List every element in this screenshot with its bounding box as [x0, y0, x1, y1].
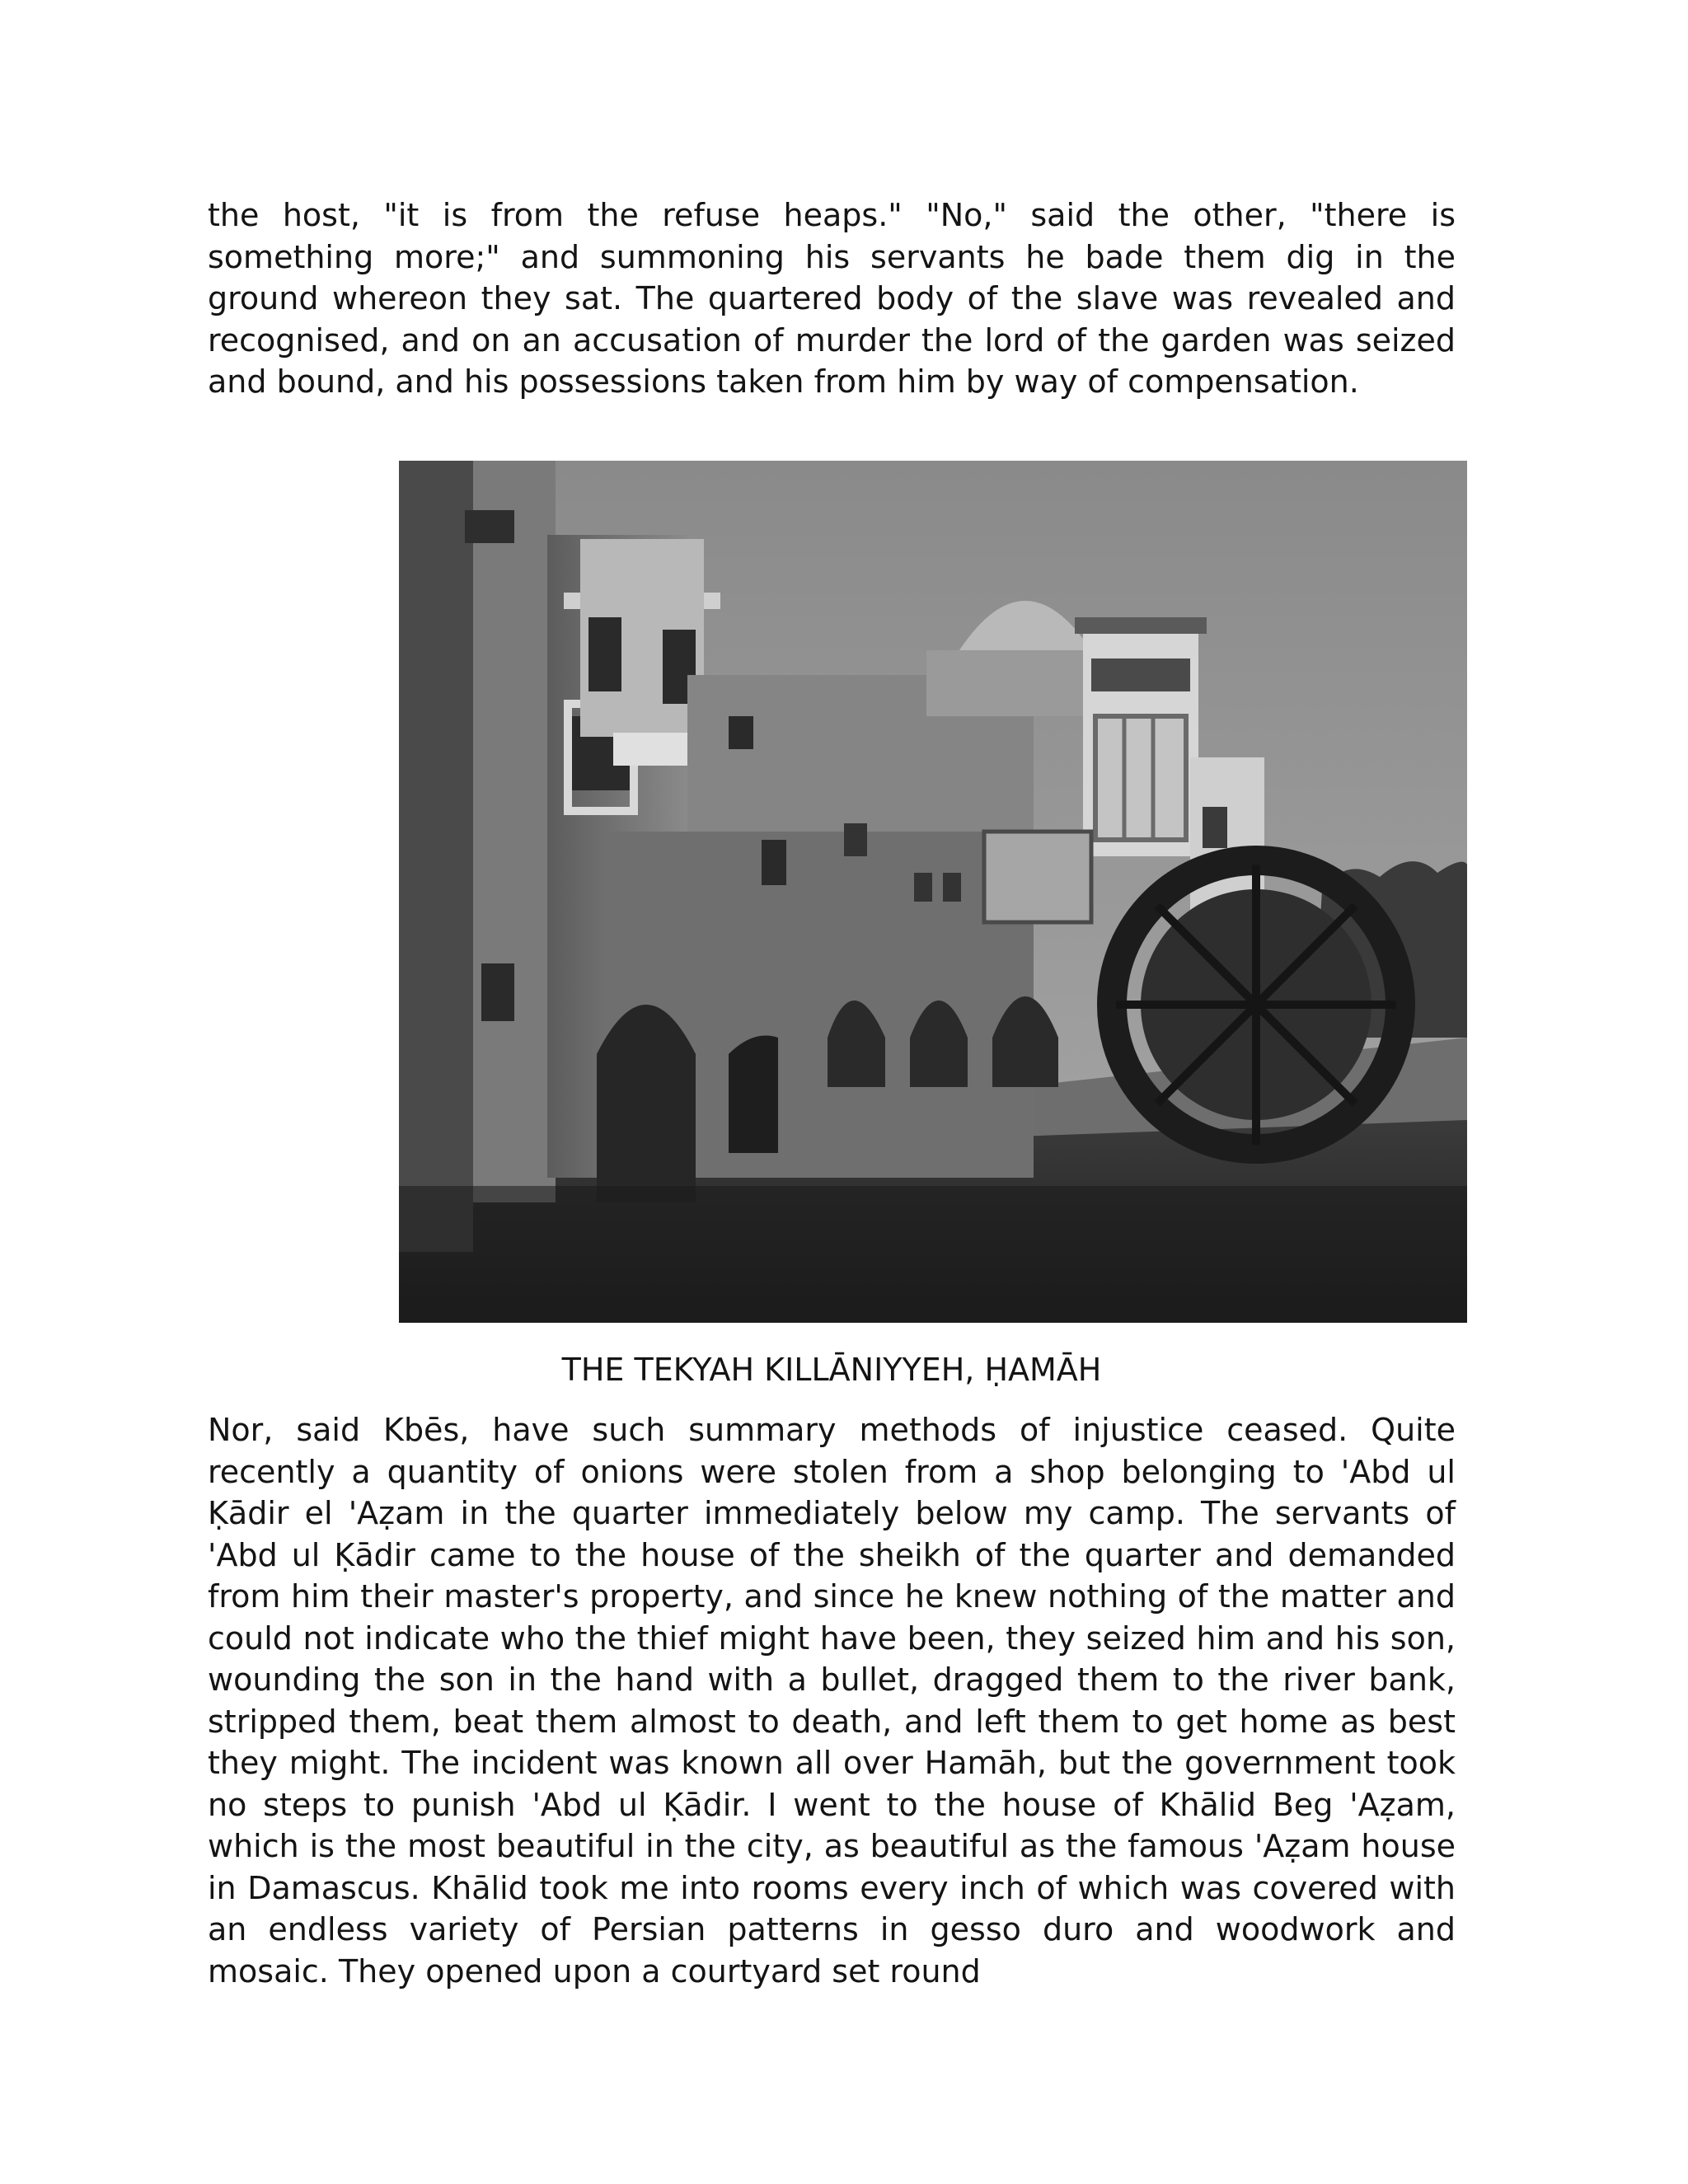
body-paragraph-bottom: Nor, said Kbēs, have such summary methods of injustice ceased. Quite recently a quantity of onions were stolen from a shop belonging to 'Abd ul Ḳādir el 'Aẓam in the quarter immediately below my camp. The servants of 'Abd ul Ḳādir came to the house of the sheikh of the quarter and demanded from him their master's property, and since he knew nothing of the matter and could not indicate who the thief might have been, they seized him and his son, wounding the son in the hand with a bullet, dragged them to the river bank, stripped them, beat them almost to death, and left them to get home as best they might. The incident was known all over Hamāh, but the government took no steps to punish 'Abd ul Ḳādir. I went to the house of Khālid Beg 'Aẓam, which is the most beautiful in the city, as beautiful as the famous 'Aẓam house in Damascus. Khālid took me into rooms every inch of which was covered with an endless variety of Persian patterns in gesso duro and woodwork and mosaic. They opened upon a courtyard set round	[208, 1412, 1456, 1990]
photograph-tekyah-killaniyyeh	[399, 461, 1467, 1323]
figure-caption: THE TEKYAH KILLĀNIYYEH, ḤAMĀH	[561, 1352, 1102, 1388]
body-paragraph-top: the host, "it is from the refuse heaps." "No," said the other, "there is something more;" and summoning his servants he bade them dig in the ground whereon they sat. The quartered body of the slave was revealed and recognised, and on an accusation of murder the lord of the garden was seized and bound, and his possessions taken from him by way of compensation.	[208, 197, 1456, 400]
